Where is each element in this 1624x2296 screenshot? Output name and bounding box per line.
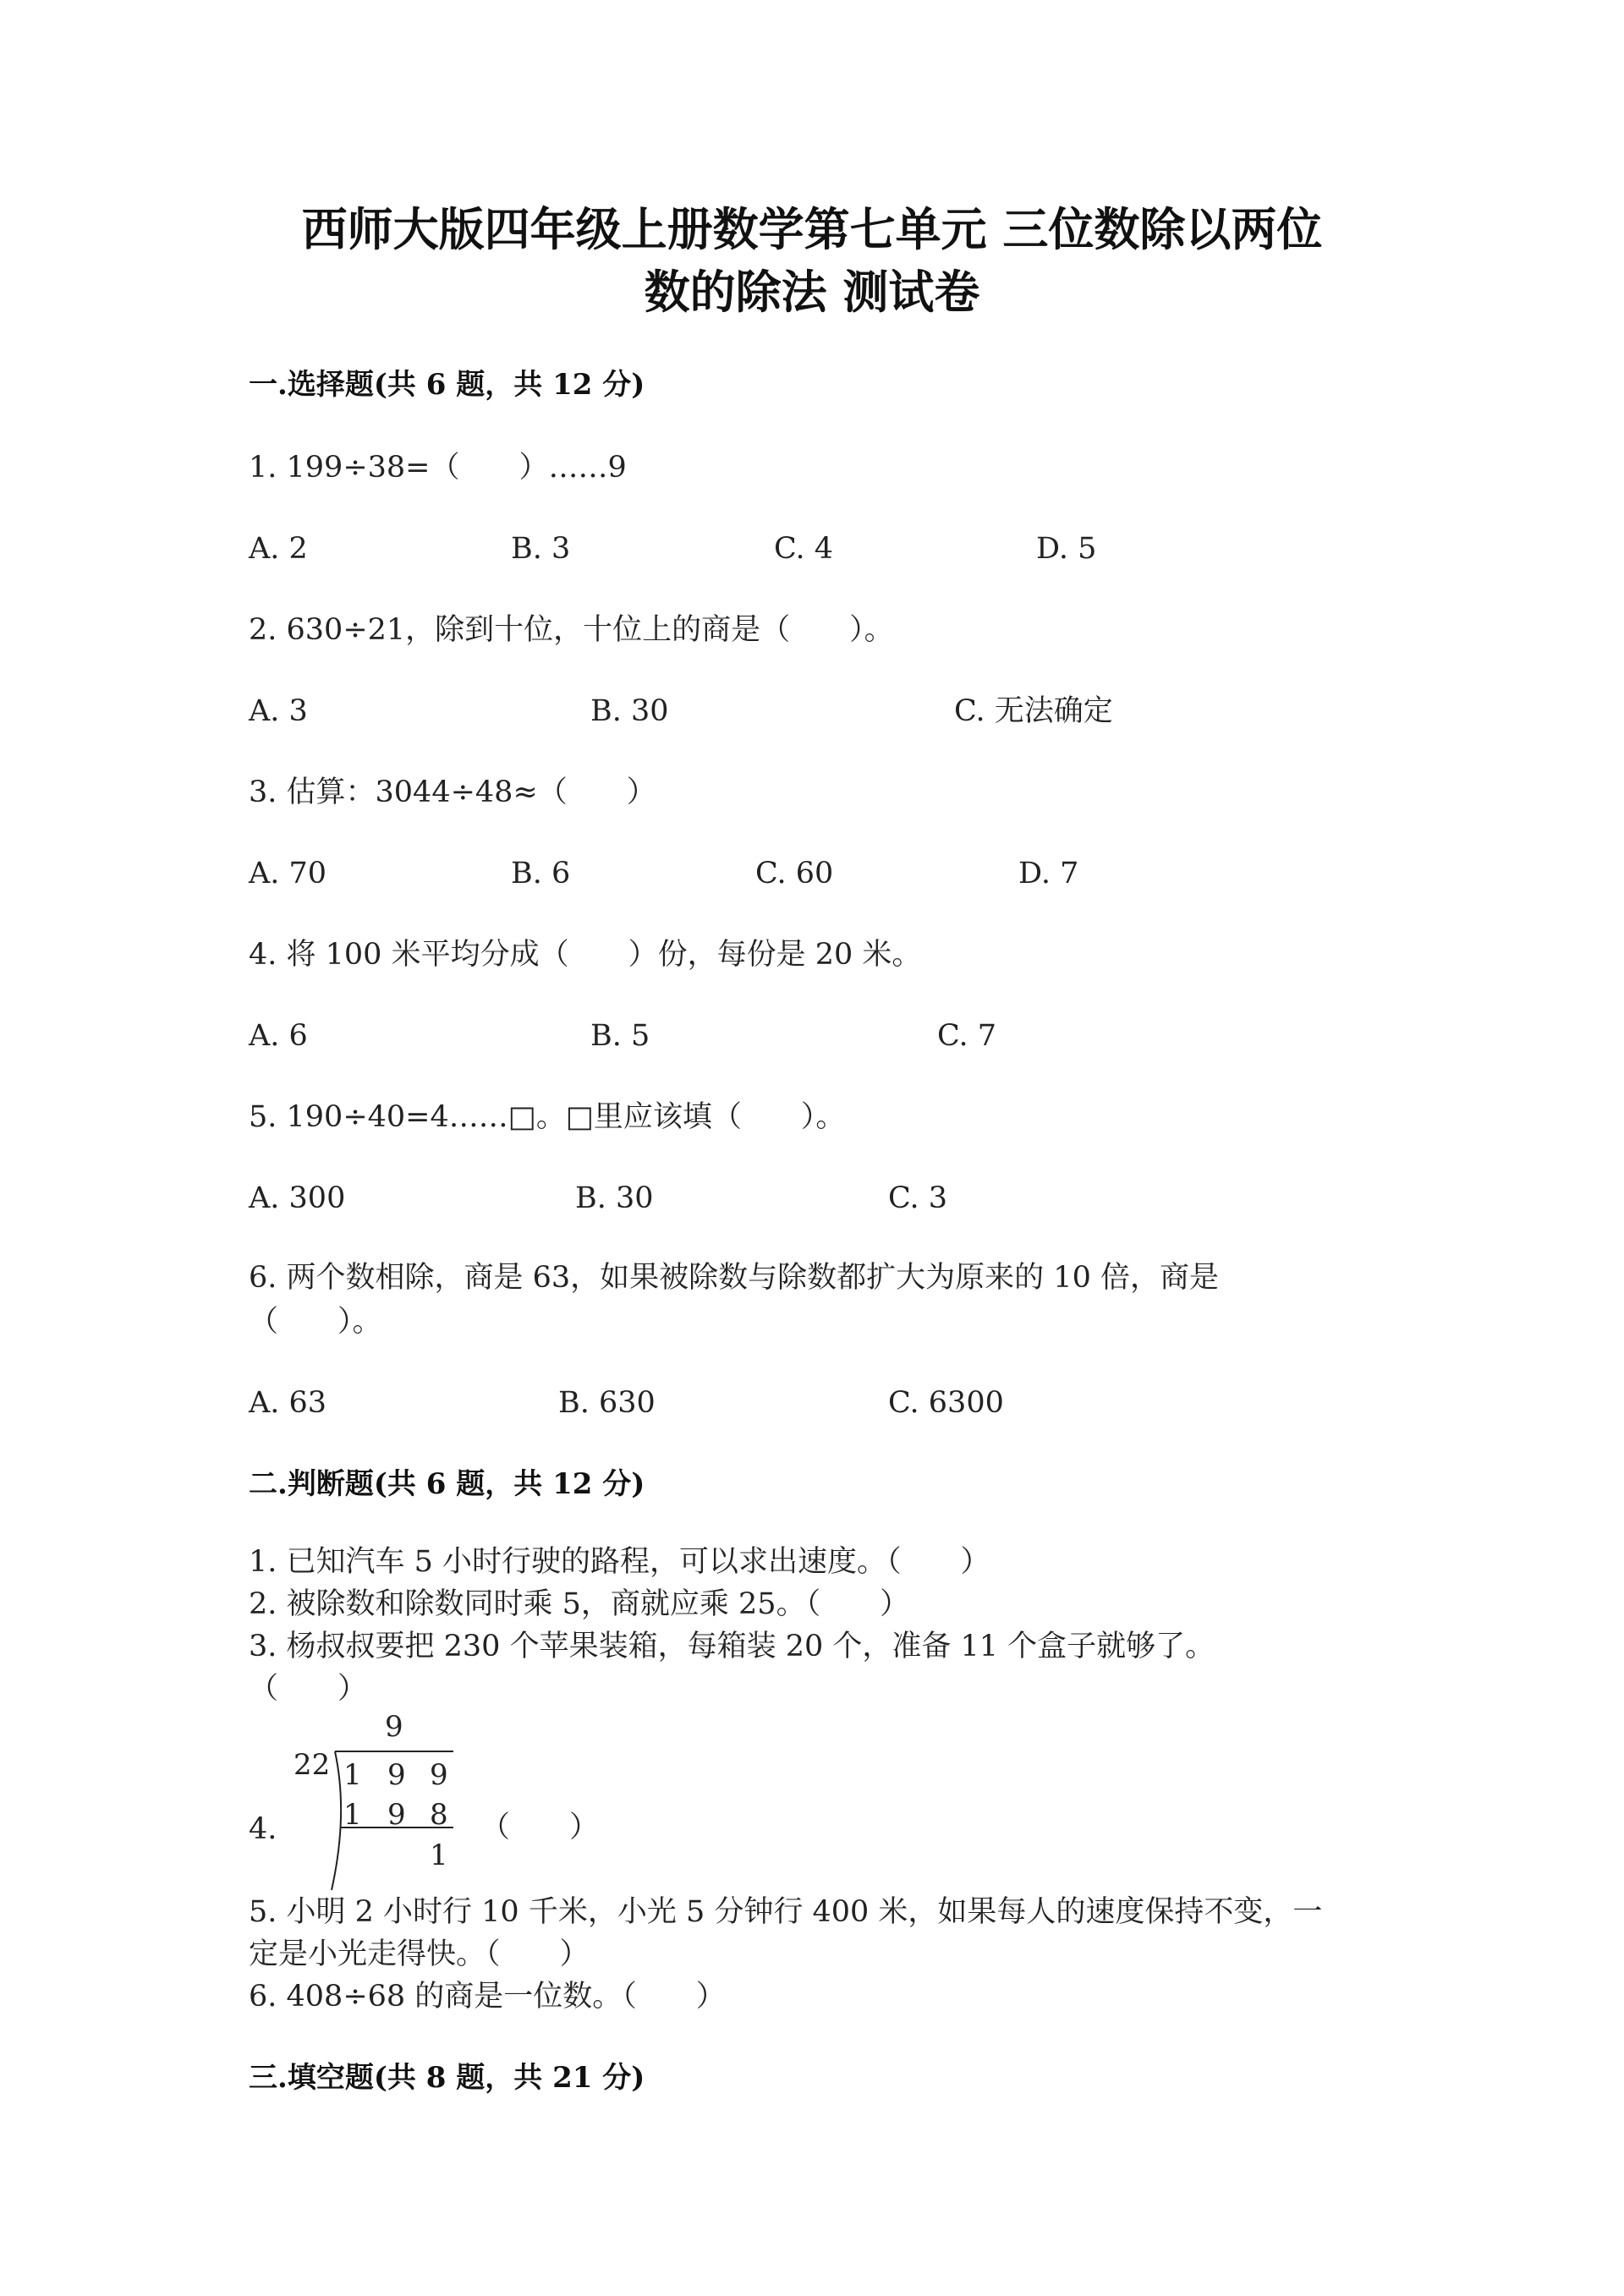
- long-division-figure: [279, 1712, 474, 1894]
- q3-option-a: A. 70: [249, 857, 327, 890]
- q5-option-b: B. 30: [575, 1181, 654, 1215]
- choice-question-1: 1. 199÷38=（ ）……9: [249, 451, 627, 485]
- q2-option-c: C. 无法确定: [954, 694, 1113, 728]
- choice-question-6-blank: （ ）。: [249, 1305, 382, 1339]
- q6-option-c: C. 6300: [888, 1386, 1004, 1420]
- q3-option-b: B. 6: [511, 857, 571, 890]
- choice-question-5: 5. 190÷40=4……□。□里应该填（ ）。: [249, 1100, 846, 1134]
- q4-option-b: B. 5: [590, 1019, 650, 1053]
- judge-question-5-cont: 定是小光走得快。（ ）: [249, 1937, 590, 1971]
- division-remainder: 1: [430, 1838, 448, 1872]
- judge-question-4-blank: （ ）: [480, 1811, 600, 1844]
- q5-option-c: C. 3: [888, 1181, 948, 1215]
- product-digit-3: 8: [430, 1798, 448, 1832]
- division-quotient: 9: [385, 1710, 403, 1744]
- judge-question-3: 3. 杨叔叔要把 230 个苹果装箱，每箱装 20 个，准备 11 个盒子就够了。: [249, 1630, 1215, 1663]
- q1-option-d: D. 5: [1036, 532, 1097, 566]
- product-digit-1: 1: [343, 1798, 362, 1832]
- dividend-digit-2: 9: [387, 1758, 406, 1792]
- q4-option-a: A. 6: [249, 1019, 308, 1053]
- q1-option-b: B. 3: [511, 532, 571, 566]
- q6-option-b: B. 630: [558, 1386, 656, 1420]
- choice-question-6: 6. 两个数相除，商是 63，如果被除数与除数都扩大为原来的 10 倍，商是: [249, 1261, 1219, 1295]
- q3-option-d: D. 7: [1018, 857, 1079, 890]
- choice-question-4: 4. 将 100 米平均分成（ ）份，每份是 20 米。: [249, 938, 922, 972]
- q6-option-a: A. 63: [249, 1386, 327, 1420]
- choice-question-2: 2. 630÷21，除到十位，十位上的商是（ ）。: [249, 613, 894, 647]
- q1-option-c: C. 4: [774, 532, 834, 566]
- q1-option-a: A. 2: [249, 532, 308, 566]
- q5-option-a: A. 300: [249, 1181, 346, 1215]
- judge-question-5: 5. 小明 2 小时行 10 千米，小光 5 分钟行 400 米，如果每人的速度保持不变，一: [249, 1895, 1323, 1929]
- page-title-line1: 西师大版四年级上册数学第七单元 三位数除以两位: [301, 202, 1323, 256]
- division-divisor: 22: [294, 1748, 331, 1782]
- choice-question-3: 3. 估算：3044÷48≈（ ）: [249, 775, 656, 809]
- product-digit-2: 9: [387, 1798, 406, 1832]
- section-heading-judgement: 二.判断题(共 6 题，共 12 分): [249, 1467, 645, 1501]
- q3-option-c: C. 60: [755, 857, 834, 890]
- q2-option-a: A. 3: [249, 694, 308, 728]
- page-title-line2: 数的除法 测试卷: [644, 265, 980, 319]
- q2-option-b: B. 30: [590, 694, 669, 728]
- dividend-digit-1: 1: [343, 1758, 362, 1792]
- section-heading-choice: 一.选择题(共 6 题，共 12 分): [249, 368, 645, 402]
- judge-question-3-blank: （ ）: [249, 1672, 368, 1706]
- judge-question-6: 6. 408÷68 的商是一位数。（ ）: [249, 1980, 726, 2014]
- dividend-digit-3: 9: [430, 1758, 448, 1792]
- section-heading-fill: 三.填空题(共 8 题，共 21 分): [249, 2061, 645, 2095]
- judge-question-2: 2. 被除数和除数同时乘 5，商就应乘 25。（ ）: [249, 1587, 910, 1621]
- q4-option-c: C. 7: [937, 1019, 997, 1053]
- judge-question-1: 1. 已知汽车 5 小时行驶的路程，可以求出速度。（ ）: [249, 1545, 990, 1579]
- judge-question-4-label: 4.: [249, 1812, 277, 1846]
